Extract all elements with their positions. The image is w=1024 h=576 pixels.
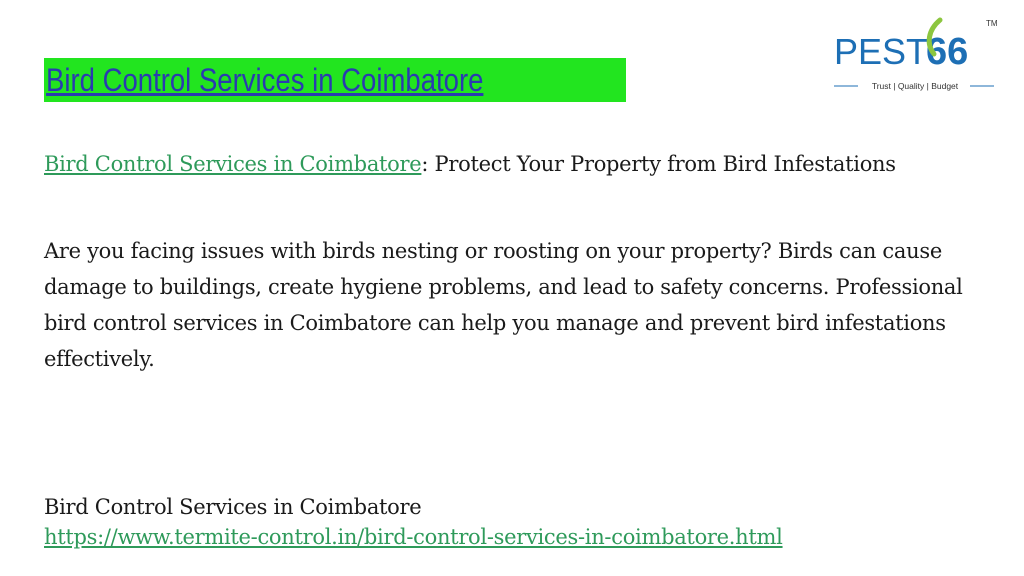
subheading bbox=[44, 146, 924, 182]
pest66-logo bbox=[830, 14, 1000, 94]
footer-url-link[interactable]: https://www.termite-control.in/bird-control-services-in-coimbatore.html bbox=[44, 525, 783, 549]
title-highlight bbox=[44, 58, 626, 102]
intro-paragraph: Are you facing issues with birds nesting or roosting on your property? Birds can cause damage to buildings, create hygiene problems, and lead to safety concerns. Professional bird control services in Coimbatore can help you manage and prevent bird infestations effectively. bbox=[44, 239, 963, 371]
logo-brand-text: PEST bbox=[834, 31, 929, 72]
subheading-text: : Protect Your Property from Bird Infestations bbox=[421, 152, 896, 176]
subheading-link[interactable]: Bird Control Services in Coimbatore bbox=[44, 152, 422, 176]
logo-tagline: Trust | Quality | Budget bbox=[871, 81, 959, 91]
logo-brand-number: 66 bbox=[926, 31, 969, 73]
logo-trademark: TM bbox=[986, 19, 998, 28]
page-title-link[interactable]: Bird Control Services in Coimbatore bbox=[46, 61, 484, 98]
footer-label: Bird Control Services in Coimbatore bbox=[44, 495, 422, 519]
